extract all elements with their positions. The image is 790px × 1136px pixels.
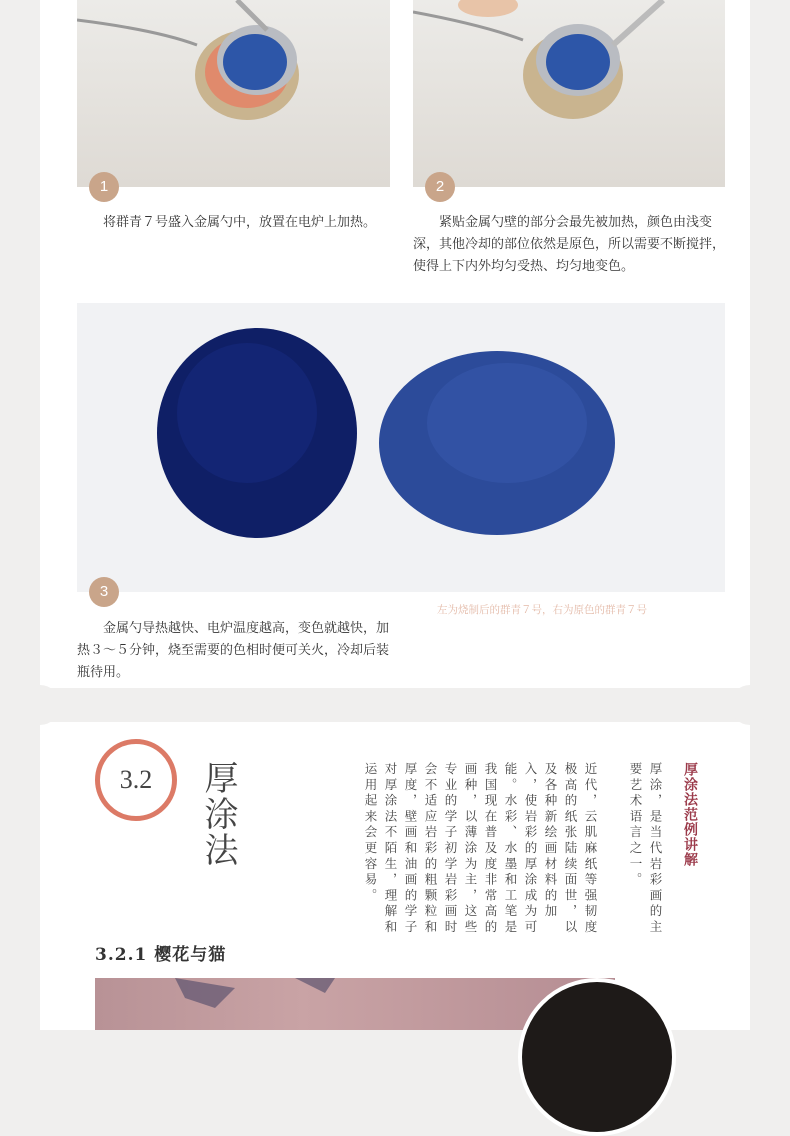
step-badge-2: 2: [425, 172, 455, 202]
step-badge-3: 3: [89, 577, 119, 607]
step-3-text: 金属勺导热越快、电炉温度越高，变色就越快，加热３～５分钟，烧至需要的色相时便可关火，冷却后装瓶待用。: [77, 621, 390, 680]
decorative-notch: [730, 685, 770, 725]
intro-paragraph-1: 厚涂，是当代岩彩画的主要艺术语言之一。: [628, 762, 663, 936]
step-badge-1: 1: [89, 172, 119, 202]
photo-stirring-pigment: [413, 0, 725, 187]
photo-spoon-on-stove: [77, 0, 390, 187]
sidebar-heading: 厚涂法范例讲解: [682, 762, 698, 867]
subsection-title: 3.2.1 樱花与猫: [95, 945, 227, 965]
photo-3-caption: 左为烧制后的群青７号，右为原色的群青７号: [437, 604, 647, 616]
painting-detail-circle: [518, 978, 676, 1136]
section-title: 厚涂法: [198, 760, 238, 868]
stirring-illustration: [413, 0, 725, 187]
photo-pigment-comparison: [77, 303, 725, 592]
step-1-text: 将群青７号盛入金属勺中，放置在电炉上加热。: [103, 215, 377, 230]
section-number: 3.2: [119, 765, 153, 794]
section-number-ring: [95, 739, 177, 821]
intro-paragraph-2: 近代，云肌麻纸等强韧度极高的纸张陆续面世，以及各种新绘画材料的加入，使岩彩的厚涂成为可能。水彩、水墨和工笔是我国现在普及度非常高的画种，以薄涂为主，这些专业的学子初学岩彩画时会不适应岩彩的粗颗粒和厚度，壁画和油画的学子对厚涂法不陌生，理解和运用起来会更容易。: [363, 762, 598, 936]
decorative-notch: [20, 685, 60, 725]
stove-illustration: [77, 0, 390, 187]
pigment-piles-illustration: [77, 303, 725, 592]
step-2-text: 紧贴金属勺壁的部分会最先被加热，颜色由浅变深，其他冷却的部位依然是原色，所以需要不断搅拌，使得上下内外均匀受热、均匀地变色。: [413, 215, 726, 274]
